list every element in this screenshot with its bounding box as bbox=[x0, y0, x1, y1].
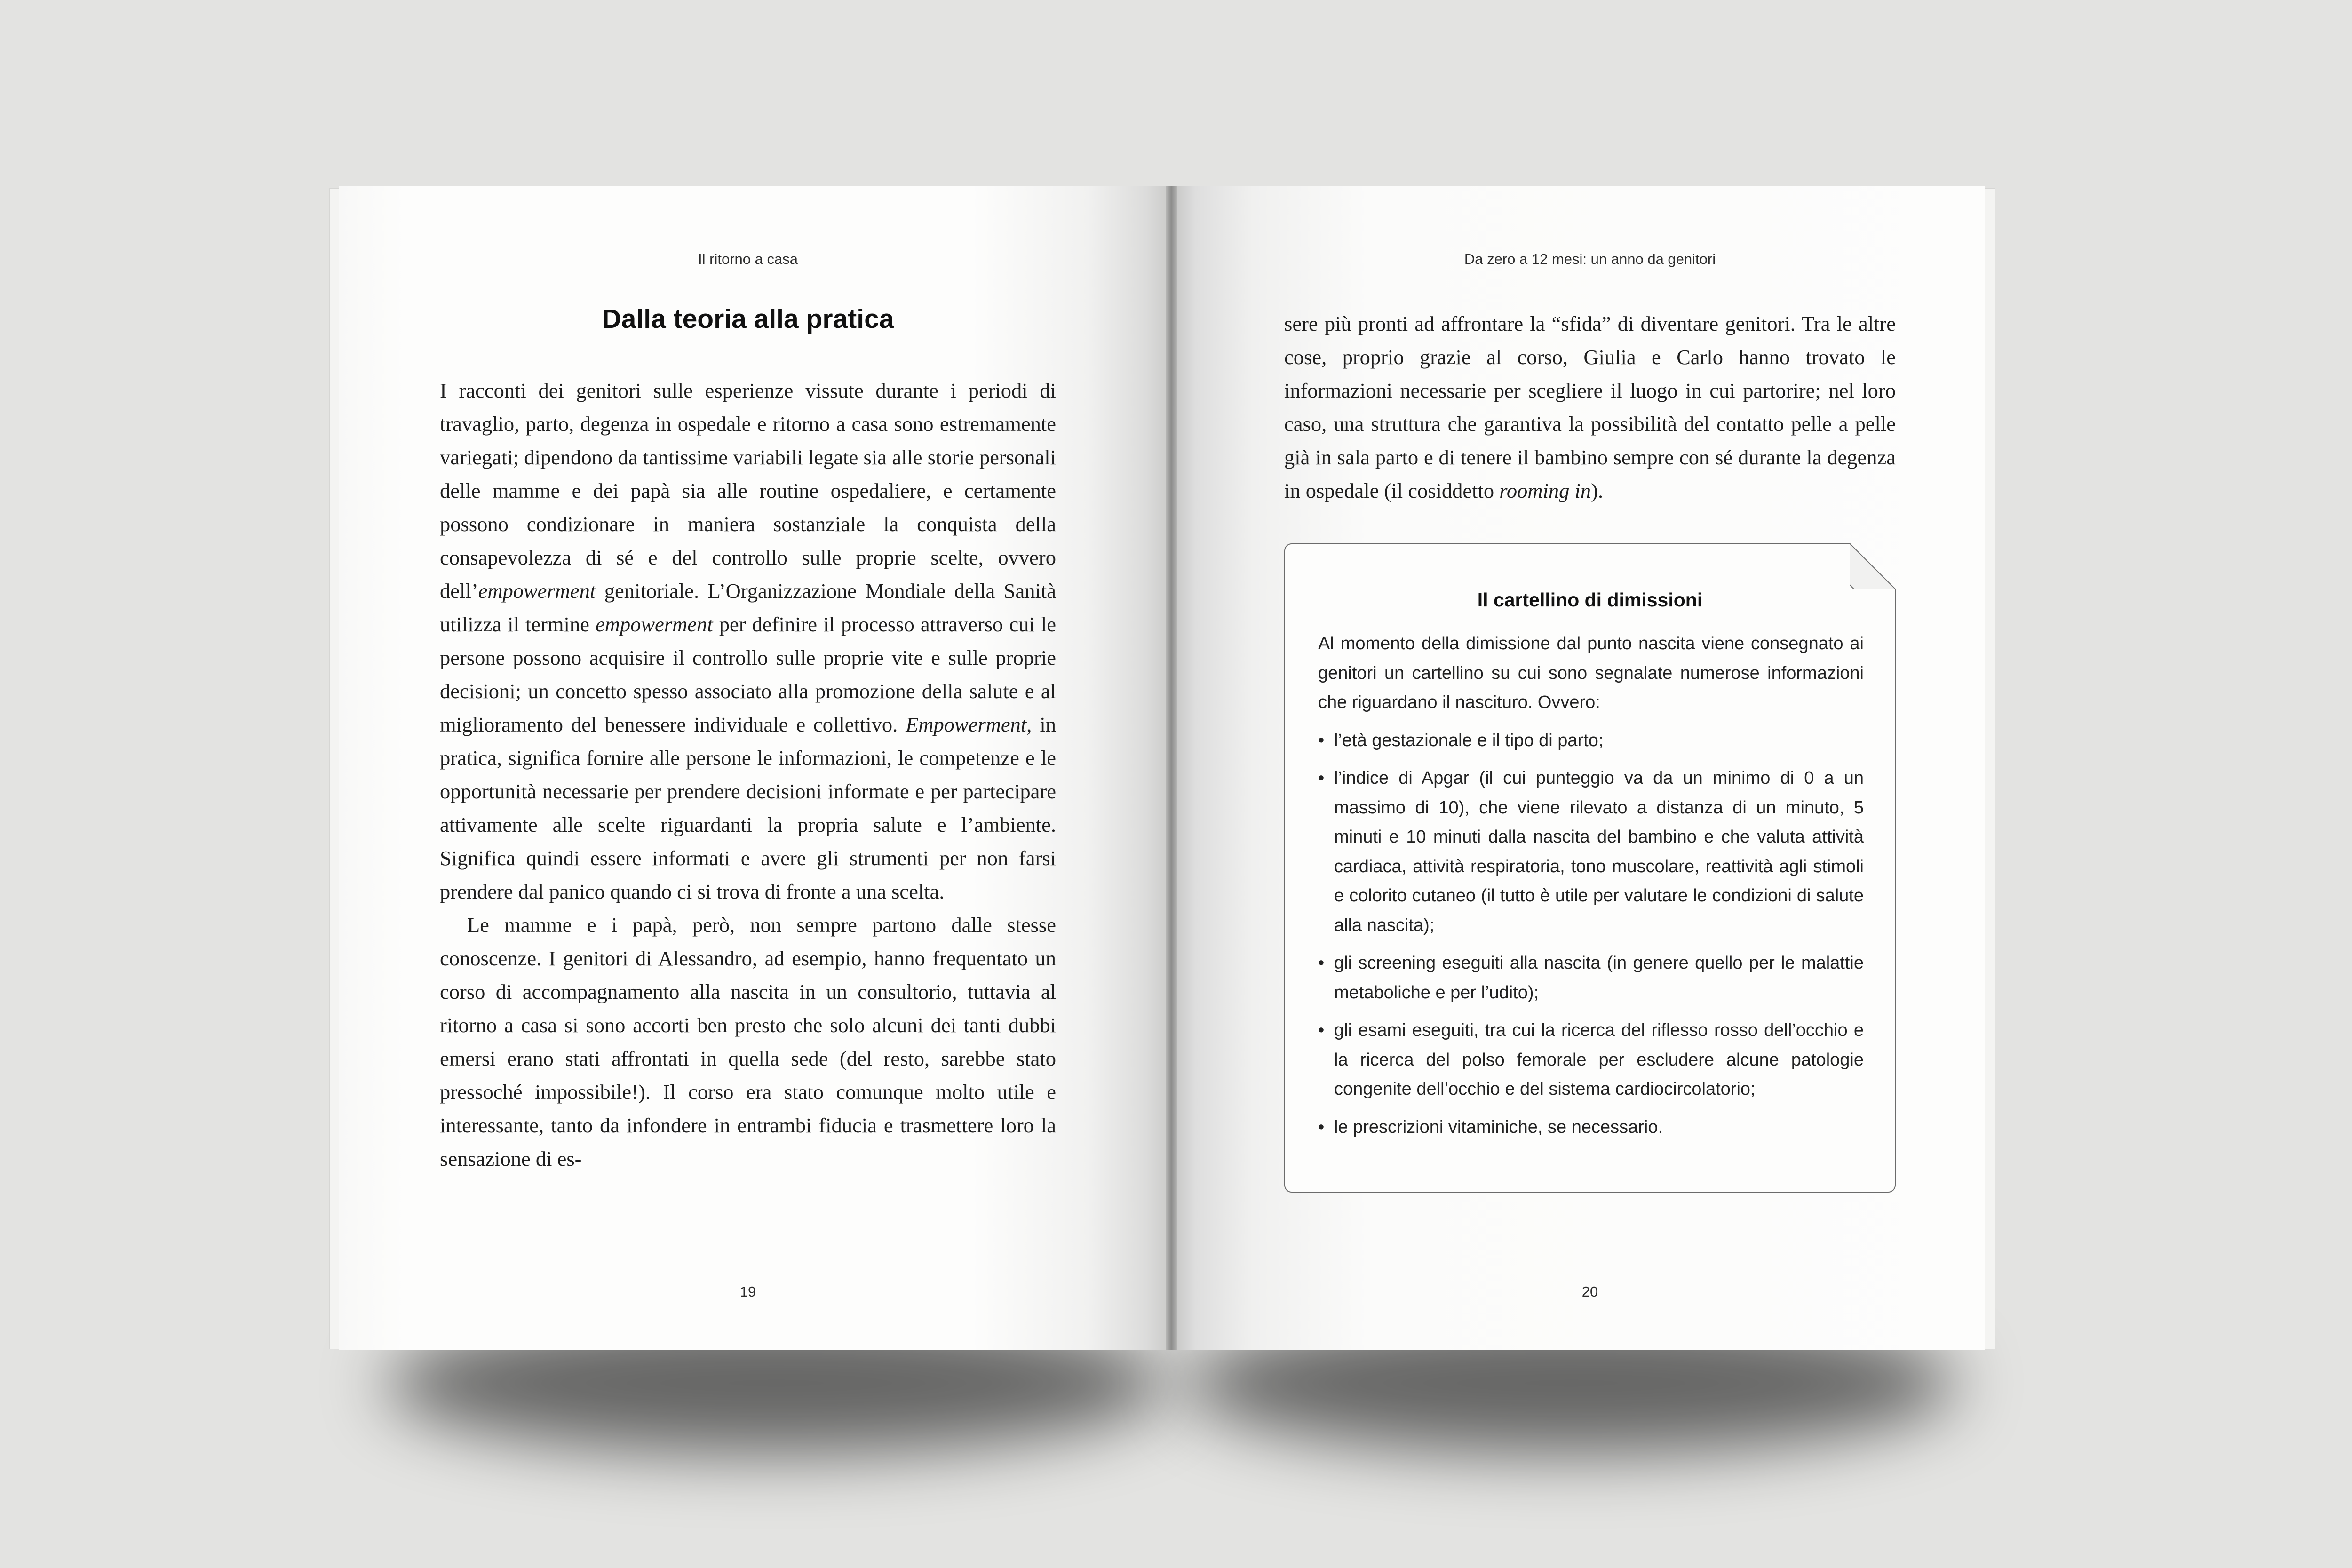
info-box-title: Il cartellino di dimissioni bbox=[1477, 589, 1703, 611]
running-head-left: Il ritorno a casa bbox=[698, 251, 798, 267]
left-page bbox=[339, 186, 1171, 1350]
right-body-text bbox=[1284, 307, 1896, 508]
list-item: • l’indice di Apgar (il cui punteggio va da un minimo di 0 a un massimo di 10), che viene rilevato a distanza di un minuto, 5 minuti e 10 minuti dalla nascita del bambino e che valuta attività cardiaca, attività respiratoria, tono muscolare, reattività agli stimoli e colorito cutaneo (il tutto è utile per valutare le condizioni di salute alla nascita); bbox=[1318, 764, 1864, 940]
text-run: I racconti dei genitori sulle esperienze vissute durante i periodi di travaglio, parto, degenza in ospedale e ritorno a casa sono estremamente variegati; dipendono da tantissime variabili legate sia alle storie personali delle mamme e dei papà sia alle routine ospedaliere, e certamente possono condizionare in maniera sostanziale la conquista della consapevolezza di sé e del controllo sulle proprie scelte, ovvero dell’ bbox=[440, 379, 1056, 603]
info-box-list bbox=[1318, 726, 1864, 1142]
text-run: sere più pronti ad affrontare la “sfida” di diventare genitori. Tra le altre cose, proprio grazie al corso, Giulia e Carlo hanno trovato le informazioni necessarie per scegliere il luogo in cui partorire; nel loro caso, una struttura che garantiva la possibilità del contatto pelle a pelle già in sala parto e di tenere il bambino sempre con sé durante la degenza in ospedale (il cosiddetto bbox=[1284, 312, 1896, 502]
right-paragraph-1 bbox=[1284, 307, 1896, 508]
left-body-text bbox=[440, 374, 1056, 1176]
italic-term: rooming in bbox=[1499, 479, 1591, 502]
book-gutter bbox=[1166, 186, 1177, 1350]
right-page bbox=[1171, 186, 1985, 1350]
page-number-left: 19 bbox=[739, 1283, 756, 1300]
section-title: Dalla teoria alla pratica bbox=[602, 304, 894, 334]
info-box-intro: Al momento della dimissione dal punto nascita viene consegnato ai genitori un cartellino su cui sono segnalate numerose informazioni che riguardano il nascituro. Ovvero: bbox=[1318, 634, 1864, 712]
bullet-icon: • bbox=[1318, 953, 1325, 973]
dog-ear-corner-icon bbox=[1850, 543, 1896, 589]
list-item: • l’età gestazionale e il tipo di parto; bbox=[1318, 726, 1864, 756]
left-paragraph-2: Le mamme e i papà, però, non sempre partono dalle stesse conoscenze. I genitori di Alessandro, ad esempio, hanno frequentato un corso di accompagnamento alla nascita in un consultorio, tuttavia al ritorno a casa si sono accorti ben presto che solo alcuni dei tanti dubbi emersi erano stati affrontati in quella sede (del resto, sarebbe stato pressoché impossibile!). Il corso era stato comunque molto utile e interessante, tanto da infondere in entrambi fiducia e trasmettere loro la sensazione di es- bbox=[440, 913, 1056, 1170]
list-item: • le prescrizioni vitaminiche, se necessario. bbox=[1318, 1113, 1864, 1142]
bullet-icon: • bbox=[1318, 730, 1325, 750]
list-item: • gli esami eseguiti, tra cui la ricerca del riflesso rosso dell’occhio e la ricerca del polso femorale per escludere alcune patologie congenite dell’occhio e del sistema cardiocircolatorio; bbox=[1318, 1016, 1864, 1104]
italic-term: empowerment bbox=[595, 613, 713, 636]
left-paragraph-1 bbox=[440, 374, 1056, 908]
text-run: per definire il processo attraverso cui le persone possono acquisire il controllo sulle proprie vite e sulle proprie decisioni; un concetto spesso associato alla promozione della salute e al miglioramento del benessere individuale e collettivo. bbox=[440, 613, 1056, 736]
italic-term: Empowerment bbox=[906, 713, 1027, 736]
bullet-icon: • bbox=[1318, 768, 1325, 788]
page-number-right: 20 bbox=[1581, 1283, 1598, 1300]
info-box-content bbox=[1318, 629, 1864, 1150]
bullet-icon: • bbox=[1318, 1020, 1325, 1040]
text-run: , in pratica, significa fornire alle persone le informazioni, le competenze e le opportunità necessarie per prendere decisioni informate e per partecipare attivamente alle scelte riguardanti la propria salute e l’ambiente. Significa quindi essere informati e avere gli strumenti per non farsi prendere dal panico quando ci si trova di fronte a una scelta. bbox=[440, 713, 1056, 903]
text-run: ). bbox=[1591, 479, 1604, 502]
text-run: genitoriale. L’Organizzazione Mondiale della Sanità utilizza il termine bbox=[440, 579, 1056, 636]
italic-term: empowerment bbox=[478, 579, 596, 603]
running-head-right: Da zero a 12 mesi: un anno da genitori bbox=[1464, 251, 1716, 267]
bullet-icon: • bbox=[1318, 1117, 1325, 1137]
list-item: • gli screening eseguiti alla nascita (in genere quello per le malattie metaboliche e per l’udito); bbox=[1318, 948, 1864, 1007]
